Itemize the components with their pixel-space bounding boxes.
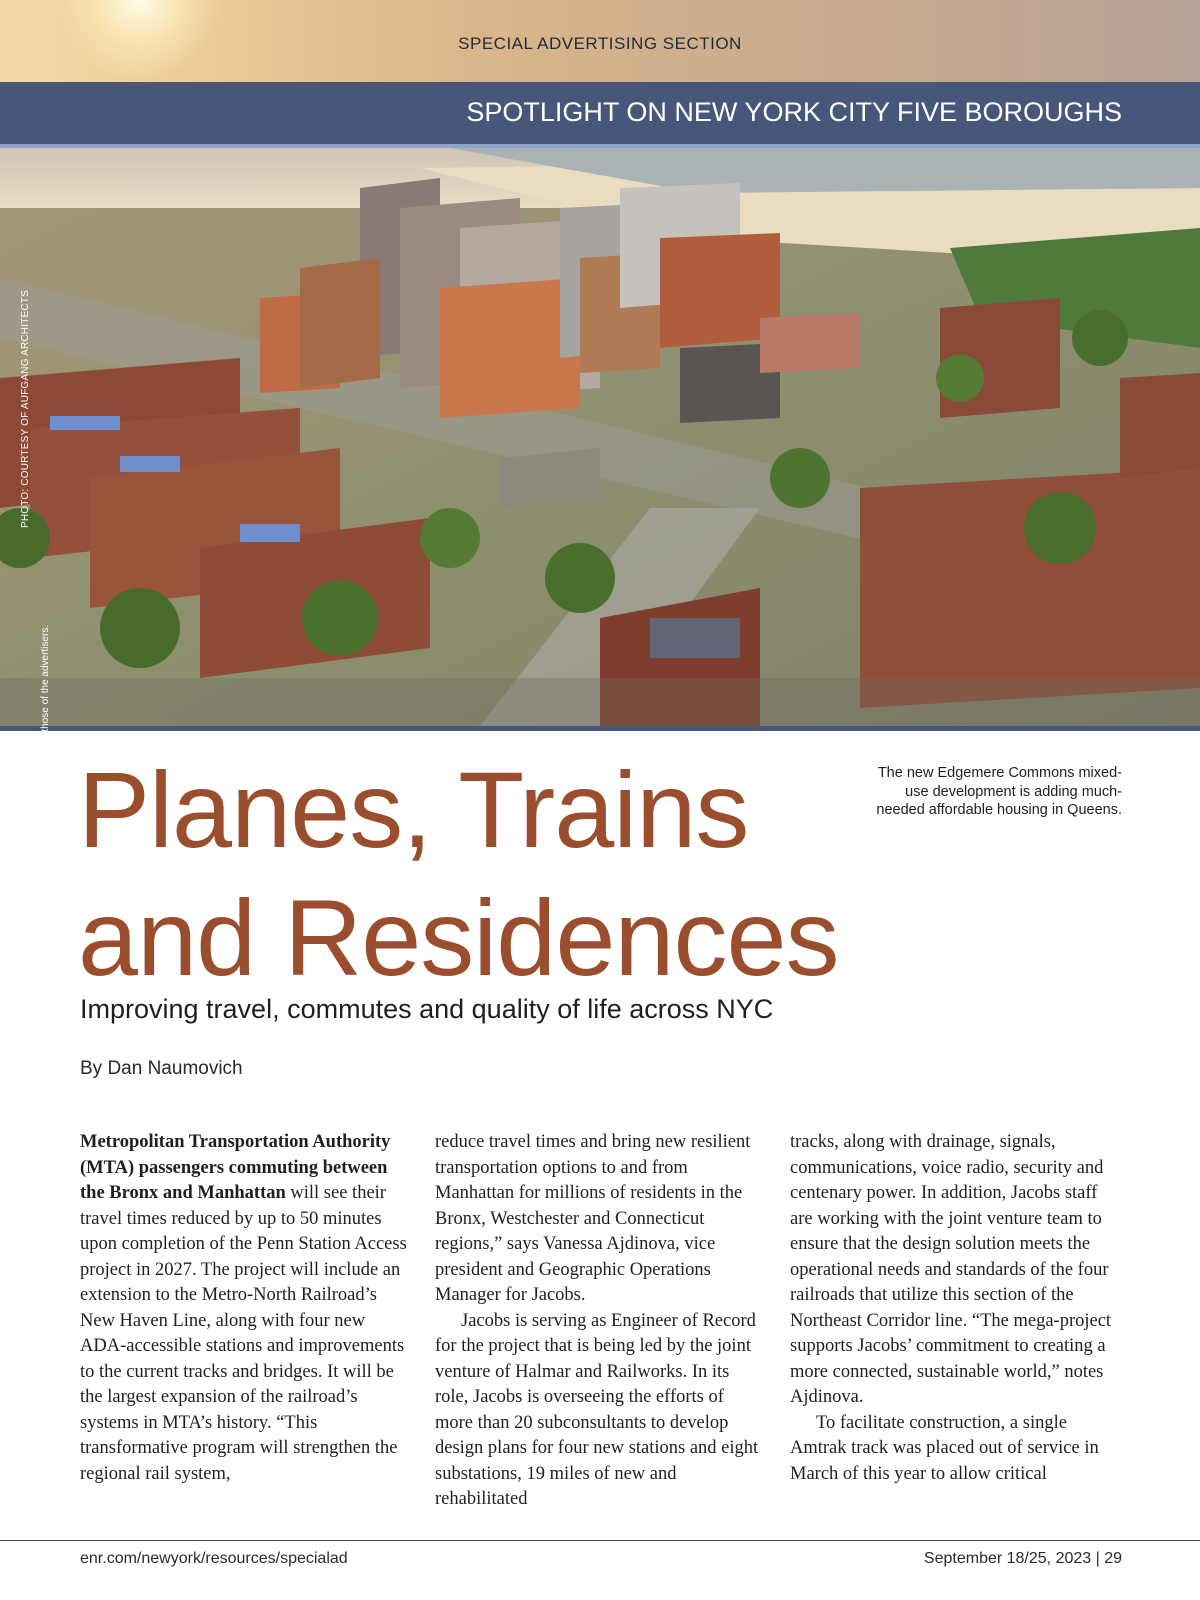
subheadline: Improving travel, commutes and quality of life across NYC — [80, 994, 774, 1024]
header-band — [0, 0, 1200, 82]
photo-credit: PHOTO: COURTESY OF AUFGANG ARCHITECTS — [20, 290, 31, 528]
article-column-2 — [435, 1130, 763, 1513]
footer-url: enr.com/newyork/resources/specialad — [80, 1550, 348, 1567]
spotlight-title: SPOTLIGHT ON NEW YORK CITY FIVE BOROUGHS — [466, 97, 1122, 127]
column-3-paragraph-1: tracks, along with drainage, signals, communications, voice radio, security and centenary power. In addition, Jacobs staff are working with the joint venture team to ensure that the design solution meets the operational needs and standards of the four railroads that utilize this section of the Northeast Corridor line. “The mega-project supports Jacobs’ commitment to creating a more connected, sustainable world,” notes Ajdinova. — [790, 1132, 1112, 1407]
aerial-illustration — [0, 148, 1200, 726]
special-section-label: SPECIAL ADVERTISING SECTION — [458, 34, 742, 53]
headline-line-1: Planes, Trains — [78, 749, 749, 870]
headline-line-2: and Residences — [78, 877, 839, 998]
column-2-paragraph-2: Jacobs is serving as Engineer of Record for the project that is being led by the joint venture of Halmar and Railworks. In its role, Jacobs is overseeing the efforts of more than 20 subconsultants to develop design plans for four new stations and eight substations, 19 miles of new and rehabilitated — [435, 1310, 759, 1509]
article-column-1 — [80, 1130, 408, 1487]
article-column-3 — [790, 1130, 1118, 1487]
footer-rule — [0, 1540, 1200, 1541]
advertiser-disclaimer: Opinions expressed are those of the advertisers. — [40, 624, 51, 840]
column-2-paragraph-1: reduce travel times and bring new resilient transportation options to and from Manhattan for millions of residents in the Bronx, Westchester and Connecticut regions,” says Vanessa Ajdinova, vice president and Geographic Operations Manager for Jacobs. — [435, 1132, 751, 1305]
spotlight-banner — [0, 82, 1200, 148]
column-1-paragraph — [80, 1130, 408, 1487]
footer-date-page: September 18/25, 2023 | 29 — [923, 1550, 1122, 1567]
photo-caption: The new Edgemere Commons mixed-use development is adding much-needed affordable housing in Queens. — [876, 765, 1122, 818]
headline — [78, 746, 978, 1002]
column-3-paragraph-2: To facilitate construction, a single Amtrak track was placed out of service in March of this year to allow critical — [790, 1412, 1099, 1484]
byline: By Dan Naumovich — [80, 1058, 243, 1079]
lead-in-text: Metropolitan Transportation Authority (MTA) passengers commuting between the Bronx and Manhattan — [80, 1132, 391, 1203]
column-1-body: will see their travel times reduced by up to 50 minutes upon completion of the Penn Station Access project in 2027. The project will include an extension to the Metro-North Railroad’s New Haven Line, along with four new ADA-accessible stations and improvements to the current tracks and bridges. It will be the largest expansion of the railroad’s systems in MTA’s history. “This transformative program will strengthen the regional rail system, — [80, 1183, 407, 1484]
